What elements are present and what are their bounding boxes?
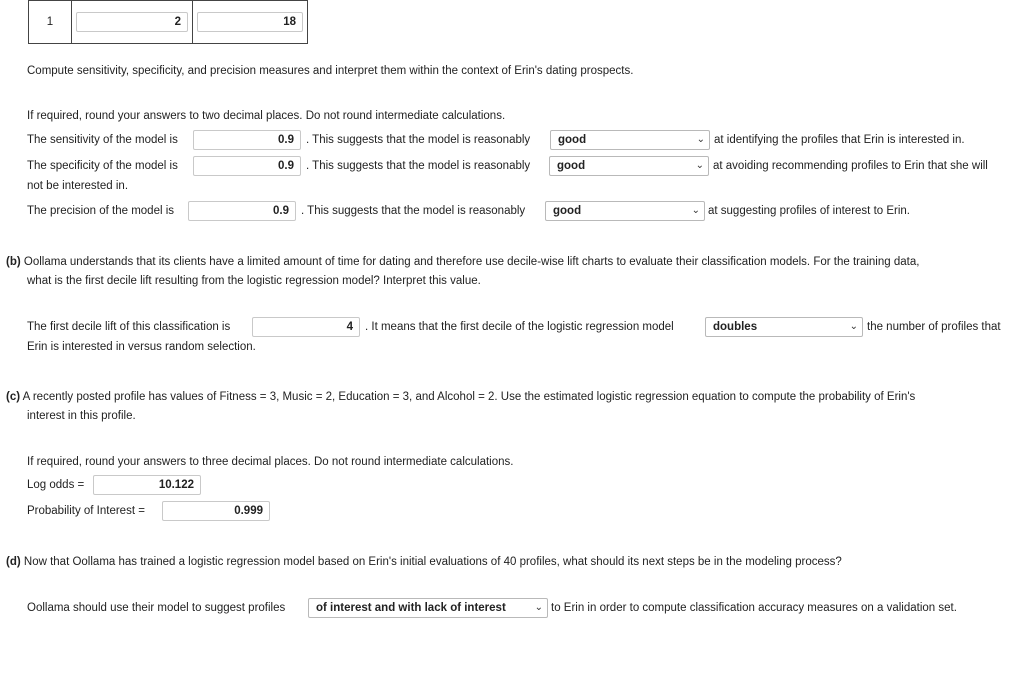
part-c-question-line1: A recently posted profile has values of Fitness = 3, Music = 2, Education = 3, and Alcohol = 2. Use the estimated logistic regression equation to compute the probability of Erin's [22,391,916,403]
rounding-note: If required, round your answers to three decimal places. Do not round intermediate calculations. [27,456,514,468]
table-cell [72,1,193,44]
lift-label: The first decile lift of this classification is [27,321,231,333]
next-steps-label: Oollama should use their model to suggest profiles [27,602,286,614]
precision-mid-text: . This suggests that the model is reasonably [301,205,526,217]
sensitivity-label: The sensitivity of the model is [27,134,178,146]
chevron-down-icon: ⌄ [534,602,543,613]
part-a-prompt: Compute sensitivity, specificity, and precision measures and interpret them within the context of Erin's dating prospects. [27,65,634,77]
chevron-down-icon: ⌄ [691,205,700,216]
results-table [28,0,308,44]
precision-label: The precision of the model is [27,205,175,217]
precision-input[interactable]: 0.9 [188,201,296,221]
specificity-input[interactable]: 0.9 [193,156,301,176]
chevron-down-icon: ⌄ [695,160,704,171]
chevron-down-icon: ⌄ [849,321,858,332]
part-c-label: (c) [6,391,21,403]
part-d-label: (d) [6,556,21,568]
sensitivity-mid-text: . This suggests that the model is reasonably [306,134,531,146]
table-cell-input[interactable]: 18 [197,12,303,32]
part-c-question-line2: interest in this profile. [27,410,136,422]
rounding-note: If required, round your answers to two decimal places. Do not round intermediate calculations. [27,110,506,122]
part-c-question [6,391,915,403]
precision-post-text: at suggesting profiles of interest to Erin. [708,205,910,217]
specificity-select-value: good [557,160,586,172]
sensitivity-input[interactable]: 0.9 [193,130,301,150]
part-b-question-line1: Oollama understands that its clients have a limited amount of time for dating and therefore use decile-wise lift charts to evaluate their classification models. For the training data, [23,256,920,268]
probability-label: Probability of Interest = [27,505,145,517]
chevron-down-icon: ⌄ [696,134,705,145]
specificity-post-text: at avoiding recommending profiles to Erin that she will [713,160,988,172]
table-cell: 1 [29,1,72,44]
next-steps-post-text: to Erin in order to compute classification accuracy measures on a validation set. [551,602,957,614]
precision-select-value: good [553,205,582,217]
specificity-select[interactable] [549,156,709,176]
log-odds-input[interactable]: 10.122 [93,475,201,495]
sensitivity-post-text: at identifying the profiles that Erin is interested in. [714,134,965,146]
lift-input[interactable]: 4 [252,317,360,337]
lift-select-value: doubles [713,321,758,333]
next-steps-select-value: of interest and with lack of interest [316,602,506,614]
part-d-question-text: Now that Oollama has trained a logistic regression model based on Erin's initial evaluations of 40 profiles, what should its next steps be in the modeling process? [23,556,842,568]
precision-select[interactable] [545,201,705,221]
sensitivity-select-value: good [558,134,587,146]
log-odds-label: Log odds = [27,479,85,491]
lift-post-text: the number of profiles that [867,321,1001,333]
specificity-mid-text: . This suggests that the model is reasonably [306,160,531,172]
part-b-question [6,256,919,268]
table-cell-input[interactable]: 2 [76,12,188,32]
probability-input[interactable]: 0.999 [162,501,270,521]
part-b-question-line2: what is the first decile lift resulting from the logistic regression model? Interpret this value. [27,275,481,287]
specificity-label: The specificity of the model is [27,160,178,172]
table-cell [193,1,308,44]
table-row [29,1,308,44]
sensitivity-select[interactable] [550,130,710,150]
lift-post-text-2: Erin is interested in versus random selection. [27,341,256,353]
lift-mid-text: . It means that the first decile of the logistic regression model [365,321,674,333]
specificity-post-text-2: not be interested in. [27,180,129,192]
next-steps-select[interactable] [308,598,548,618]
lift-select[interactable] [705,317,863,337]
part-b-label: (b) [6,256,21,268]
part-d-question [6,556,842,568]
